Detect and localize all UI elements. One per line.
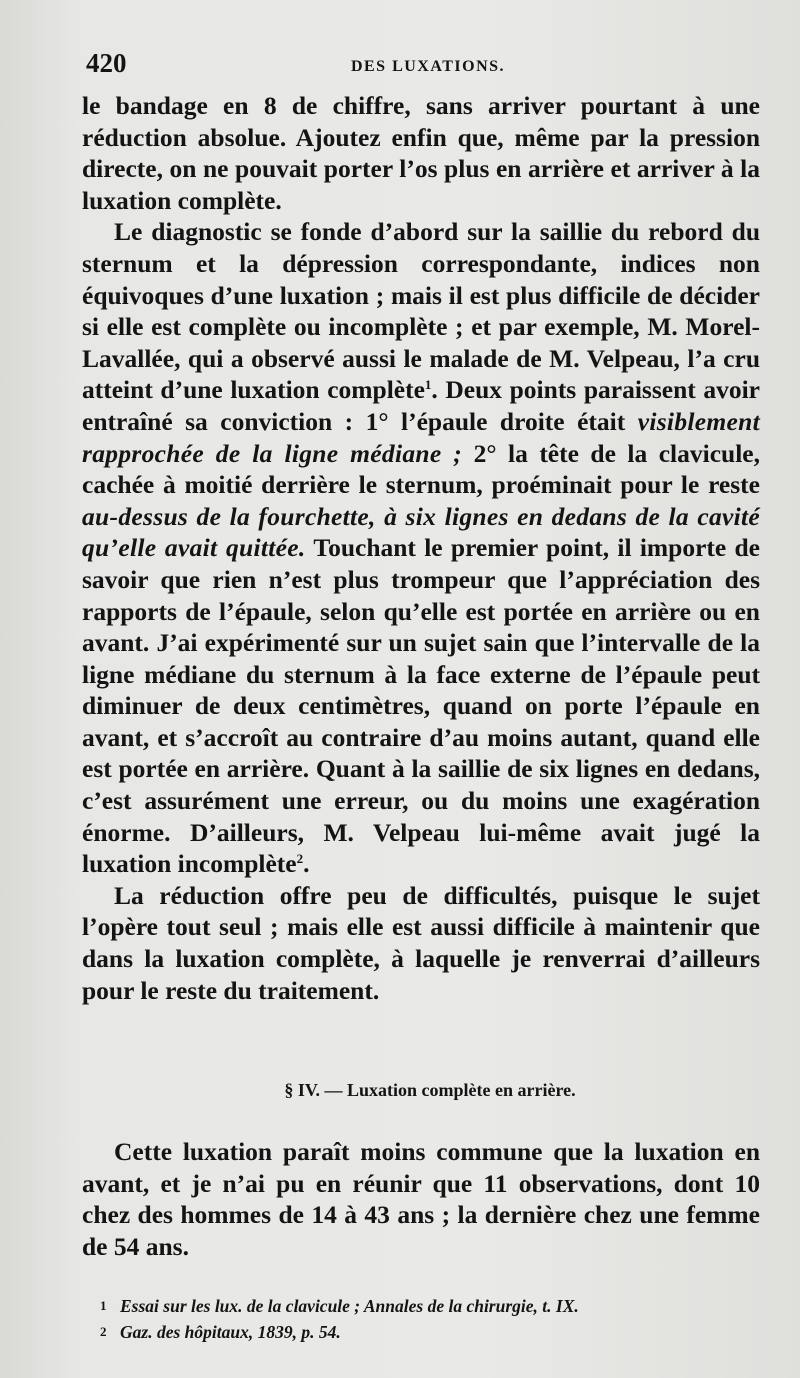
footnotes [100,1293,740,1345]
page-number: 420 [86,48,127,78]
paragraph-2-italic-2: au-dessus de la fourchette, à six lignes en dedans de la cavité qu’elle avait quittée. [82,501,760,563]
footnote-ref-2: 2 [296,851,304,867]
footnote-2 [100,1319,740,1345]
running-head [82,48,758,82]
footnote-ref-1: 1 [424,377,432,393]
body-text [82,90,760,1006]
footnote-mark-1: 1 [100,1298,107,1313]
section-paragraph: Cette luxation paraît moins commune que la luxation en avant, et je n’ai pu en réunir que 11 observations, dont 10 chez des hommes de 14 à 43 ans ; la dernière chez une femme de 54 ans. [82,1137,760,1261]
section-heading: § IV. — Luxation complète en arrière. [284,1080,576,1100]
footnote-text-2: Gaz. des hôpitaux, 1839, p. 54. [120,1322,341,1342]
footnote-text-1: Essai sur les lux. de la clavicule ; Annales de la chirurgie, t. IX. [120,1296,579,1316]
paragraph-2-text-e: . [303,849,310,879]
footnote-mark-2: 2 [100,1324,107,1339]
paragraph-2 [82,216,760,879]
paragraph-2-italic-1: visiblement rapprochée de la ligne médiane ; [82,406,760,468]
paragraph-2-text-a: Le diagnostic se fonde d’abord sur la saillie du rebord du sternum et la dépression correspondante, indices non équivoques d’une luxation ; mais il est plus difficile de décider si elle est complète ou incomplète ; et par exemple, M. Morel-Lavallée, qui a observé aussi le malade de M. Velpeau, l’a cru atteint d’une luxation complète [82,217,760,405]
paragraph-2-text-d: Touchant le premier point, il importe de savoir que rien n’est plus trompeur que l’appréciation des rapports de l’épaule, selon qu’elle est portée en arrière ou en avant. J’ai expérimenté sur un sujet sain que l’intervalle de la ligne médiane du sternum à la face externe de l’épaule peut diminuer de deux centimètres, quand on porte l’épaule en avant, et s’accroît au contraire d’au moins autant, quand elle est portée en arrière. Quant à la saillie de six lignes en dedans, c’est assurément une erreur, ou du moins une exagération énorme. D’ailleurs, M. Velpeau lui-même avait jugé la luxation incomplète [82,533,760,879]
paragraph-3: La réduction offre peu de difficultés, puisque le sujet l’opère tout seul ; mais elle est aussi difficile à maintenir que dans la luxation complète, à laquelle je renverrai d’ailleurs pour le reste du traitement. [82,880,760,1005]
paragraph-1: le bandage en 8 de chiffre, sans arriver pourtant à une réduction absolue. Ajoutez enfin que, même par la pression directe, on ne pouvait porter l’os plus en arrière et arriver à la luxation complète. [82,91,760,215]
running-title: DES LUXATIONS. [350,58,506,75]
footnote-1 [100,1293,740,1319]
paragraph-2-text-b: . Deux points paraissent avoir entraîné sa conviction : 1° l’épaule droite était [82,375,760,436]
paragraph-2-text-c: 2° la tête de la clavicule, cachée à moitié derrière le sternum, proéminait pour le reste [82,438,760,500]
